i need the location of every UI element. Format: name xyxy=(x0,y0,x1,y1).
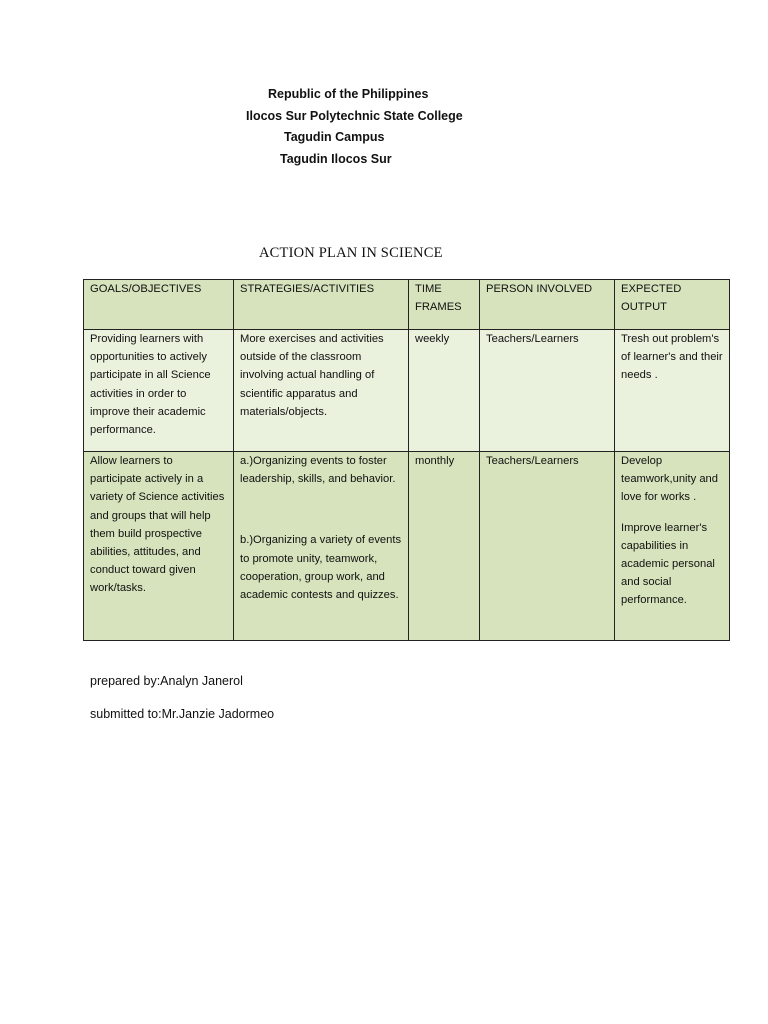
header-strategies: STRATEGIES/ACTIVITIES xyxy=(234,280,409,330)
table-header-row xyxy=(84,280,730,330)
table-row xyxy=(84,452,730,641)
output-a: Develop teamwork,unity and love for works . xyxy=(621,455,719,504)
header-republic: Republic of the Philippines xyxy=(268,87,429,101)
output-cell: Tresh out problem's of learner's and their needs . xyxy=(615,330,730,452)
header-location: Tagudin Ilocos Sur xyxy=(280,152,392,167)
person-cell: Teachers/Learners xyxy=(480,452,615,641)
strategy-b: b.)Organizing a variety of events to promote unity, teamwork, cooperation, group work, and academic contests and quizzes. xyxy=(240,534,402,602)
header-campus: Tagudin Campus xyxy=(284,130,385,145)
output-cell xyxy=(615,452,730,641)
person-cell: Teachers/Learners xyxy=(480,330,615,452)
header-person-involved: PERSON INVOLVED xyxy=(480,280,615,330)
document-title: ACTION PLAN IN SCIENCE xyxy=(259,245,443,261)
prepared-by: prepared by:Analyn Janerol xyxy=(90,674,243,688)
header-college: Ilocos Sur Polytechnic State College xyxy=(246,108,463,123)
goal-cell: Allow learners to participate actively in a variety of Science activities and groups that will help them build prospective abilities, attitudes, and conduct toward given work/tasks. xyxy=(84,452,234,641)
time-cell: monthly xyxy=(409,452,480,641)
header-time-frames: TIME FRAMES xyxy=(409,280,480,330)
action-plan-table xyxy=(83,279,730,641)
goal-cell: Providing learners with opportunities to actively participate in all Science activities in order to improve their academic performance. xyxy=(84,330,234,452)
strategy-cell: More exercises and activities outside of the classroom involving actual handling of scientific apparatus and materials/objects. xyxy=(234,330,409,452)
table-row xyxy=(84,330,730,452)
time-cell: weekly xyxy=(409,330,480,452)
submitted-to: submitted to:Mr.Janzie Jadormeo xyxy=(90,707,275,721)
output-b: Improve learner's capabilities in academic personal and social performance. xyxy=(621,521,715,607)
header-expected-output: EXPECTED OUTPUT xyxy=(615,280,730,330)
header-goals: GOALS/OBJECTIVES xyxy=(84,280,234,330)
strategy-a: a.)Organizing events to foster leadership, skills, and behavior. xyxy=(240,455,396,486)
strategy-cell xyxy=(234,452,409,641)
